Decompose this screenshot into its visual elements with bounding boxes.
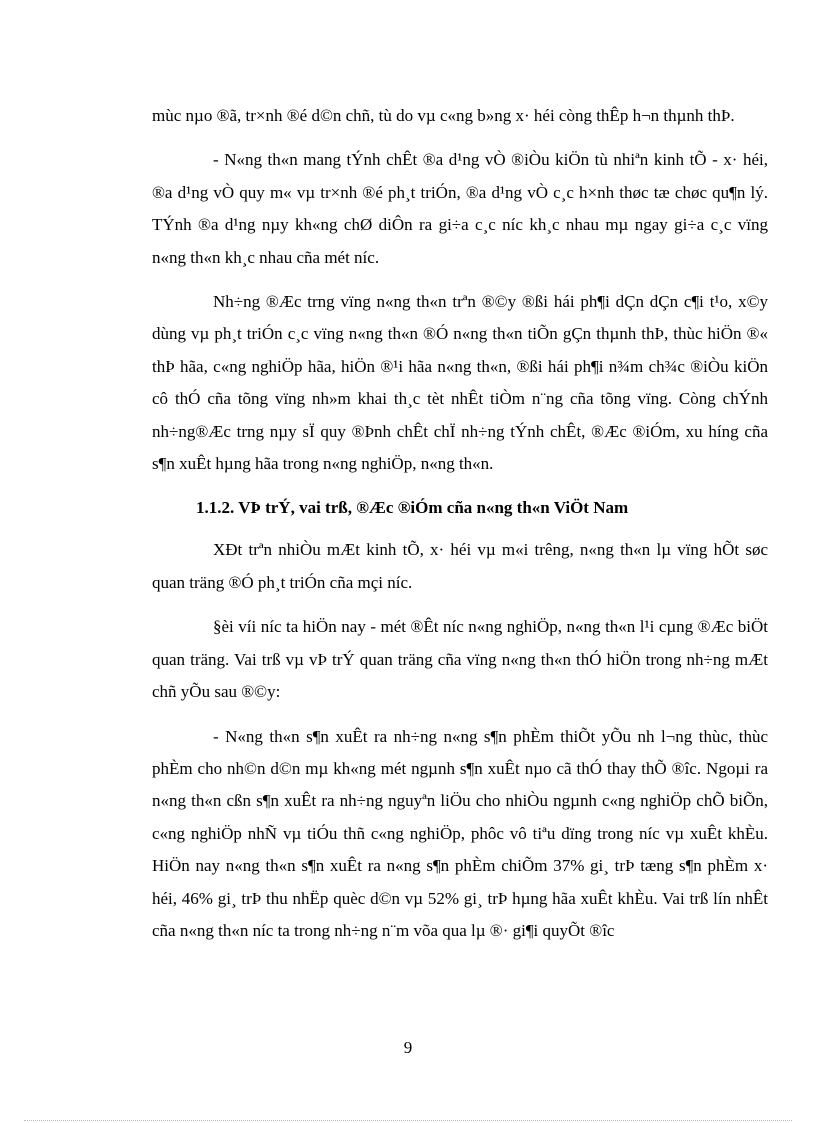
- paragraph-continuation: mùc nµo ®ã, tr×nh ®é d©n chñ, tù do vµ c«ng b»ng x· héi còng thÊp h¬n thµnh thÞ.: [152, 106, 735, 125]
- page-bottom-divider: [24, 1120, 792, 1121]
- paragraph-production: - N«ng th«n s¶n xuÊt ra nh÷ng n«ng s¶n phÈm thiÕt yÕu nh l¬ng thùc, thùc phÈm cho nh©n d©n mµ kh«ng mét ngµnh s¶n xuÊt nµo cã thÓ thay thÕ ®îc. Ngoµi ra n«ng th«n cßn s¶n xuÊt ra nh÷ng nguyªn liÖu cho nhiÒu ngµnh c«ng nghiÖp chÕ biÕn, c«ng nghiÖp nhÑ vµ tiÓu thñ c«ng nghiÖp, phôc vô tiªu dïng trong níc vµ xuÊt khÈu. HiÖn nay n«ng th«n s¶n xuÊt ra n«ng s¶n phÈm chiÕm 37% gi¸ trÞ tæng s¶n phÈm x· héi, 46% gi¸ trÞ thu nhËp quèc d©n vµ 52% gi¸ trÞ hµng hãa xuÊt khÈu. Vai trß lín nhÊt cña n«ng th«n níc ta trong nh÷ng n¨m võa qua lµ ®· gi¶i quyÕt ®îc: [152, 726, 768, 940]
- paragraph-characteristics: Nh÷ng ®Æc trng vïng n«ng th«n trªn ®©y ®ßi hái ph¶i dÇn dÇn c¶i t¹o, x©y dùng vµ ph¸t triÓn c¸c vïng n«ng th«n ®Ó n«ng th«n tiÕn gÇn thµnh thÞ, thùc hiÖn ®« thÞ hãa, c«ng nghiÖp hãa, hiÖn ®¹i hãa n«ng th«n, ®ßi hái ph¶i n¾m ch¾c ®iÒu kiÖn cô thÓ cña tõng vïng nh»m khai th¸c tèt nhÊt tiÒm n¨ng cña tõng vïng. Còng chÝnh nh÷ng®Æc trng nµy sÏ quy ®Þnh chÊt chÏ nh÷ng tÝnh chÊt, ®Æc ®iÓm, xu híng cña s¶n xuÊt hµng hãa trong n«ng nghiÖp, n«ng th«n.: [152, 292, 768, 474]
- page-number: 9: [403, 1038, 413, 1057]
- section-heading: 1.1.2. VÞ trÝ, vai trß, ®Æc ®iÓm cña n«ng th«n ViÖt Nam: [196, 498, 629, 518]
- paragraph-vietnam-role: §èi víi níc ta hiÖn nay - mét ®Êt níc n«ng nghiÖp, n«ng th«n l¹i cµng ®Æc biÖt quan träng. Vai trß vµ vÞ trÝ quan träng cña vïng n«ng th«n thÓ hiÖn trong nh÷ng mÆt chñ yÕu sau ®©y:: [152, 617, 768, 702]
- body-text: [152, 100, 768, 959]
- paragraph-importance: XÐt trªn nhiÒu mÆt kinh tÕ, x· héi vµ m«i trêng, n«ng th«n lµ vïng hÕt søc quan träng ®Ó ph¸t triÓn cña mçi níc.: [152, 540, 768, 592]
- paragraph-diversity: - N«ng th«n mang tÝnh chÊt ®a d¹ng vÒ ®iÒu kiÖn tù nhiªn kinh tÕ - x· héi, ®a d¹ng vÒ quy m« vµ tr×nh ®é ph¸t triÓn, ®a d¹ng vÒ c¸c h×nh thøc tæ chøc qu¶n lý. TÝnh ®a d¹ng nµy kh«ng chØ diÔn ra gi÷a c¸c níc kh¸c nhau mµ ngay gi÷a c¸c vïng n«ng th«n kh¸c nhau cña mét níc.: [152, 150, 768, 267]
